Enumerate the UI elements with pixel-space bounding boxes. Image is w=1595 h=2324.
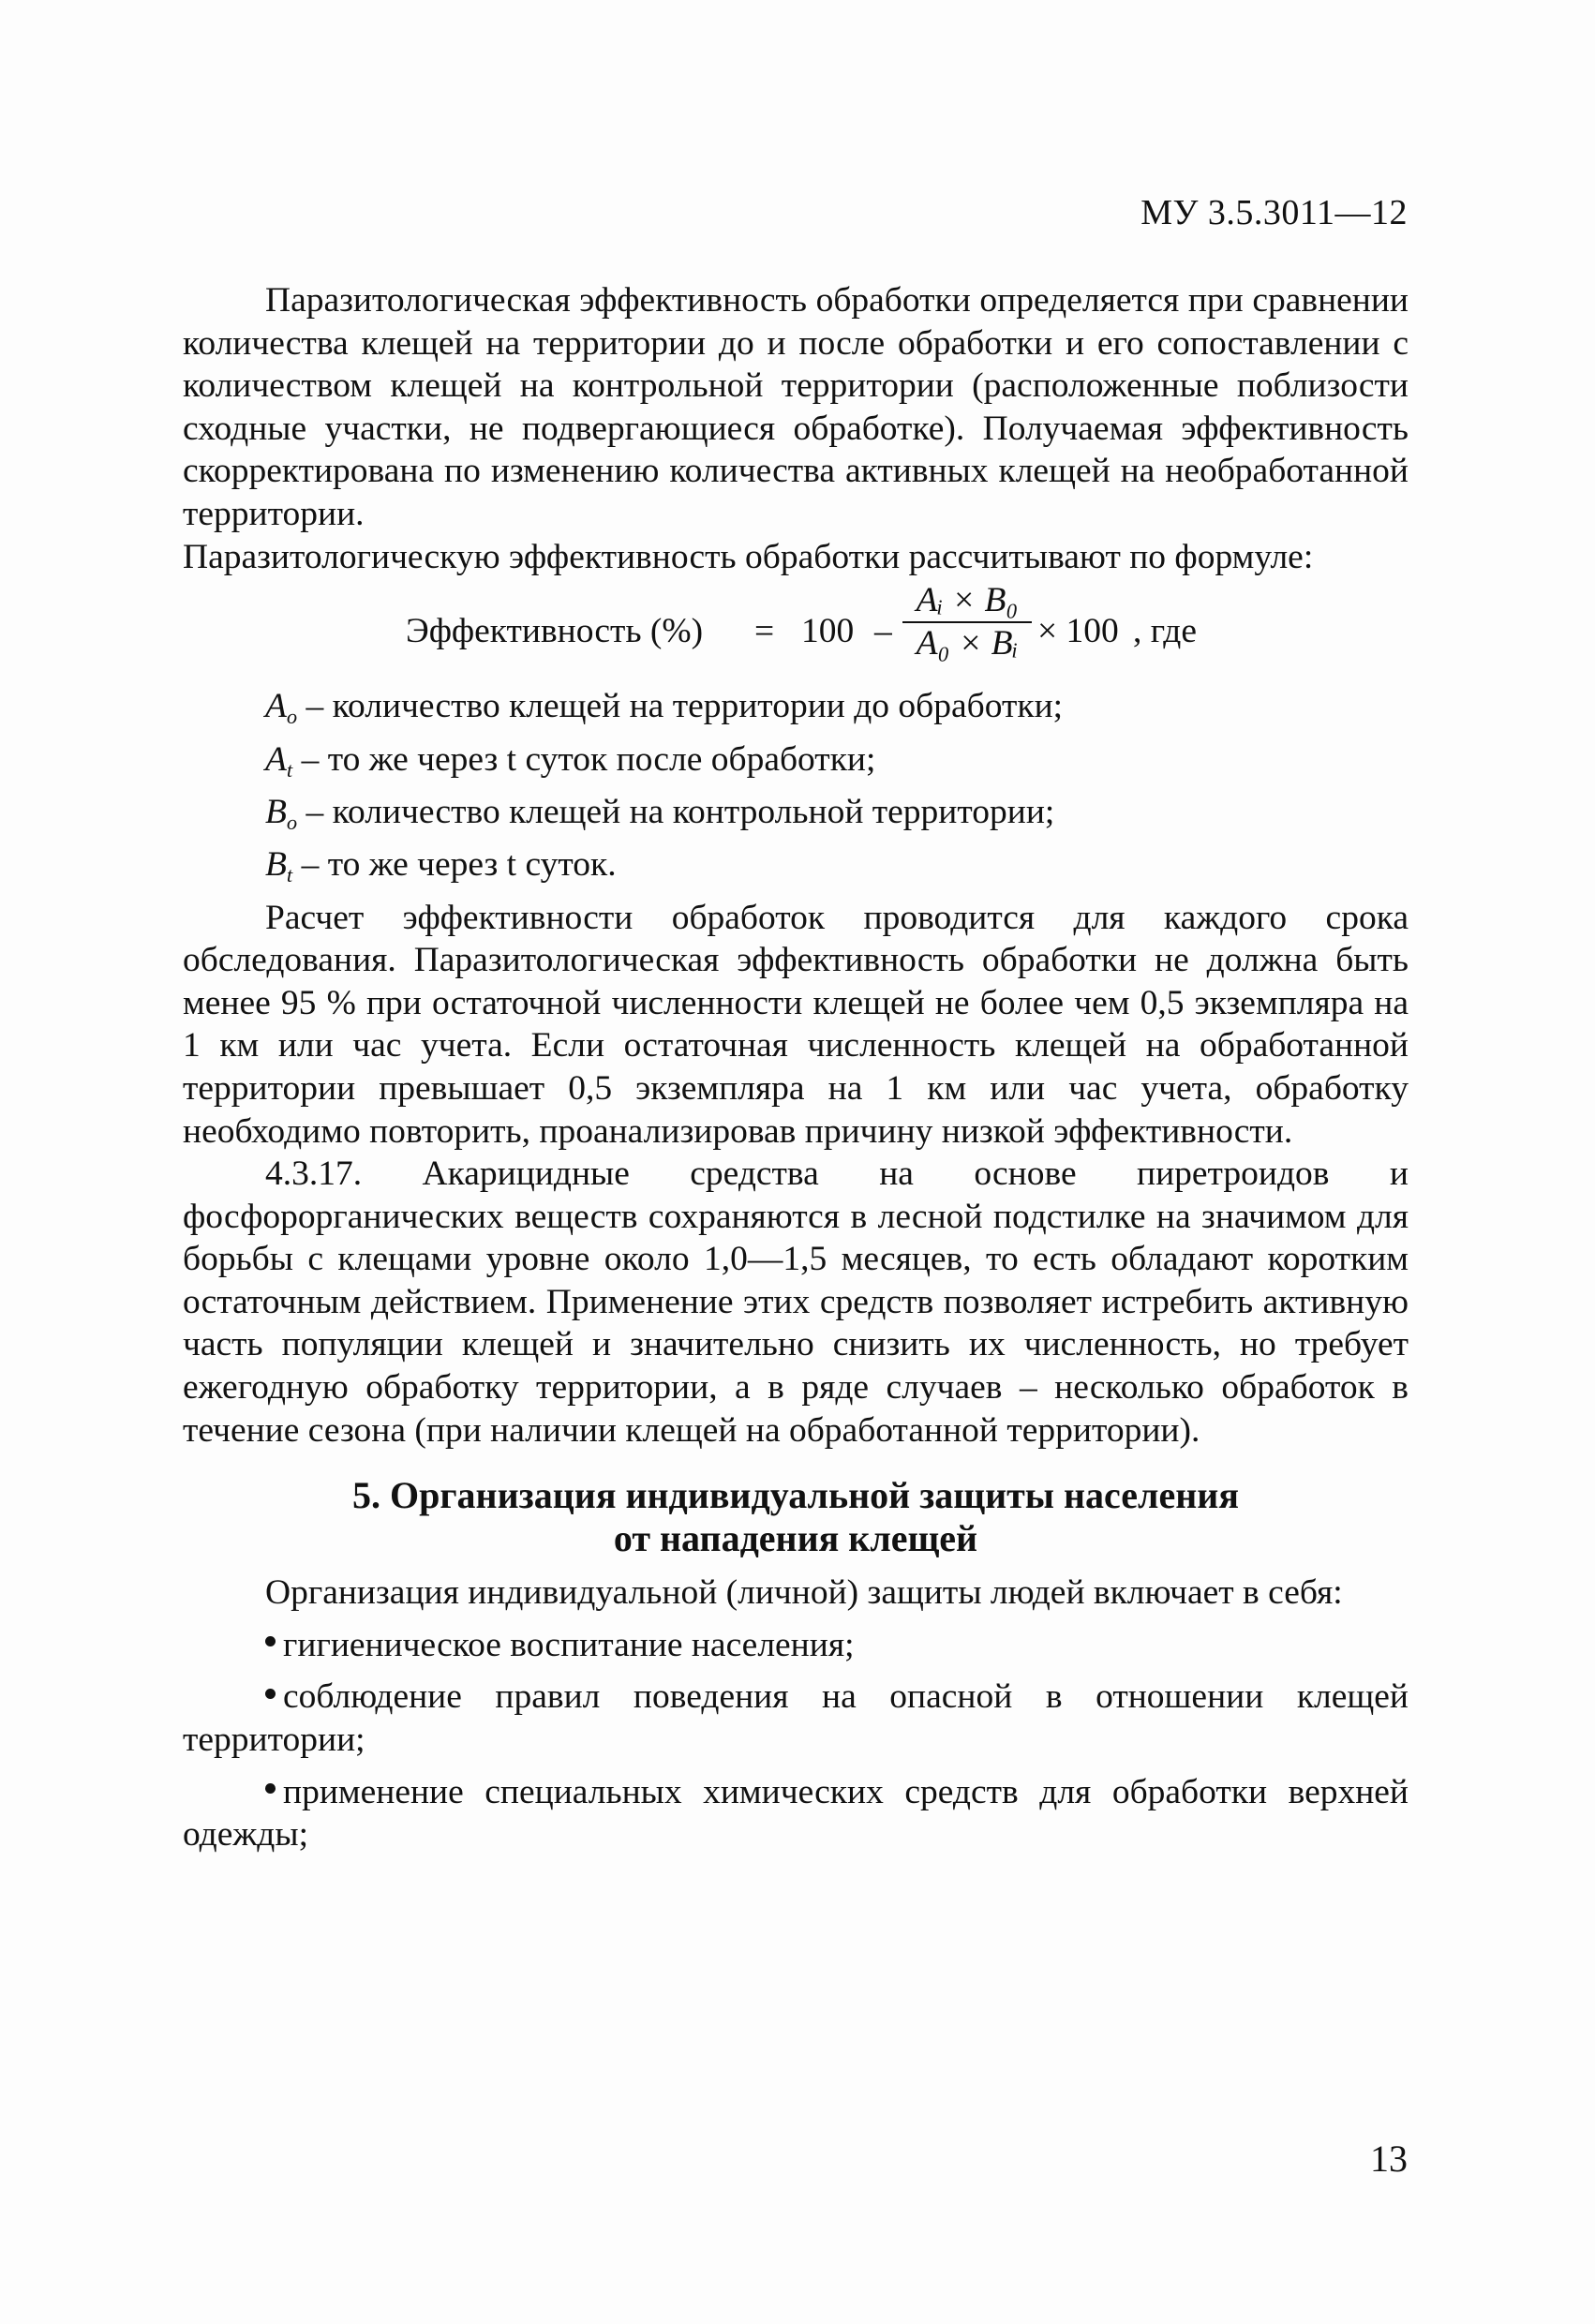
definition-bt: $B_t$ – то же через t суток. [265, 845, 617, 886]
section-intro: Организация индивидуальной (личной) защиты людей включает в себя: [265, 1573, 1343, 1613]
formula-hundred: 100 [801, 612, 855, 651]
formula-equals: = [754, 612, 775, 651]
bullet-icon [265, 1636, 276, 1646]
paragraph-formula-intro: Паразитологическую эффективность обработки рассчитывают по формуле: [183, 537, 1314, 576]
formula-fraction [897, 580, 1037, 664]
definition-at: $A_t$ – то же через t суток после обработки; [265, 739, 876, 782]
page-body [183, 279, 1409, 1856]
paragraph-calculation: Расчет эффективности обработок проводится для каждого срока обследования. Паразитологическая эффективность обработки не должна быть менее 95 % при остаточной численности клещей не более чем 0,5 экземпляра на 1 км или час учета. Если остаточная численность клещей на обработанной территории превышает 0,5 экземпляра на 1 км или час учета, обработку необходимо повторить, проанализировав причину низкой эффективности. [183, 898, 1409, 1151]
section-title-line2: от нападения клещей [613, 1517, 978, 1560]
formula-denominator: A₀ × Bᵢ [916, 624, 1019, 663]
definition-b0: $B_o$ – количество клещей на контрольной территории; [265, 792, 1055, 834]
variable-definitions [183, 685, 1409, 896]
section-title [183, 1474, 1409, 1560]
list-item: соблюдение правил поведения на опасной в отношении клещей территории; [183, 1677, 1409, 1760]
document-code: МУ 3.5.3011—12 [1140, 193, 1408, 232]
paragraph-efficiency-definition: Паразитологическая эффективность обработки определяется при сравнении количества клещей на территории до и после обработки и его сопоставлении с количеством клещей на контрольной территории (расположенные поблизости сходные участки, не подвергающиеся обработке). Получаемая эффективность скорректирована по изменению количества активных клещей на необработанной территории. [183, 281, 1409, 533]
formula-times-hundred: × 100 [1037, 612, 1119, 651]
section-title-line1: 5. Организация индивидуальной защиты населения [352, 1474, 1239, 1517]
bullet-icon [265, 1689, 276, 1699]
formula-where: , где [1133, 612, 1197, 651]
efficiency-formula [183, 580, 1409, 685]
formula-minus: – [874, 612, 892, 651]
formula-numerator: Aᵢ × B₀ [916, 581, 1019, 620]
list-item: гигиеническое воспитание населения; [183, 1624, 1409, 1667]
bullet-icon [265, 1783, 276, 1794]
paragraph-4-3-17: 4.3.17. Акарицидные средства на основе пиретроидов и фосфорорганических веществ сохраняются в лесной подстилке на значимом для борьбы с клещами уровне около 1,0—1,5 месяцев, то есть обладают коротким остаточным действием. Применение этих средств позволяет истребить активную часть популяции клещей и значительно снизить их численность, но требует ежегодную обработку территории, а в ряде случаев – несколько обработок в течение сезона (при наличии клещей на обработанной территории). [183, 1155, 1409, 1450]
definition-a0: $A_o$ – количество клещей на территории до обработки; [265, 687, 1064, 728]
list-item: применение специальных химических средств для обработки верхней одежды; [183, 1772, 1409, 1855]
formula-lhs: Эффективность (%) [406, 612, 704, 651]
page-number: 13 [1370, 2138, 1408, 2180]
